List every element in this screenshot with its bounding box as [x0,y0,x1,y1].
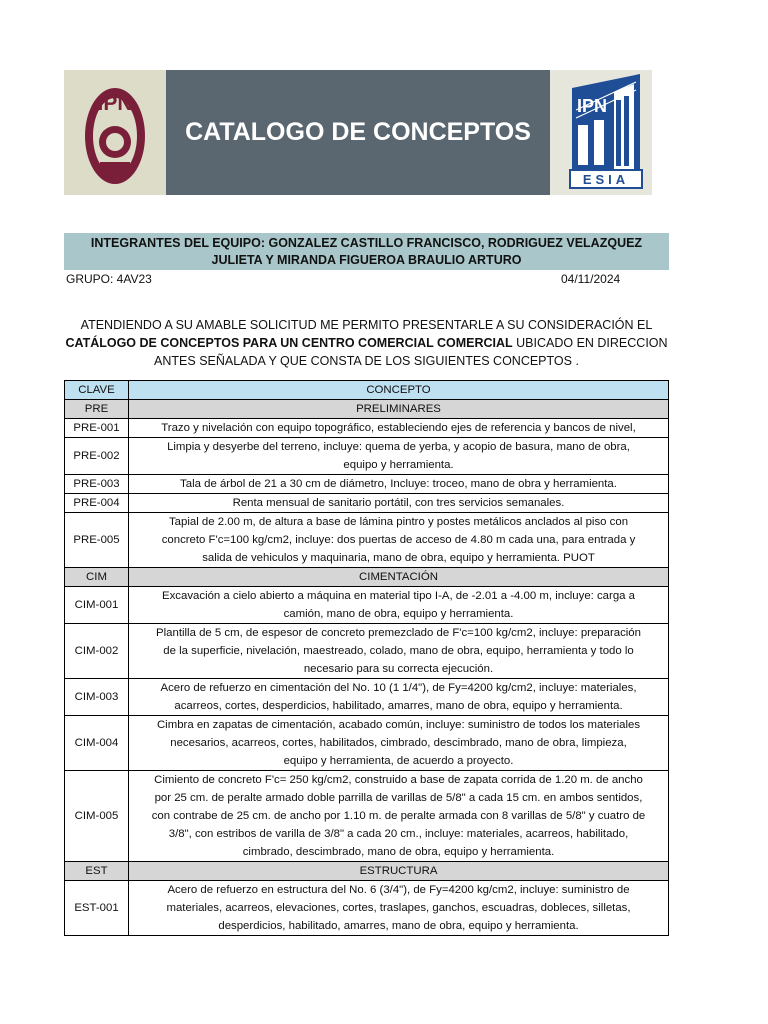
concepto-line: equipo y herramienta, de acuerdo a proyecto. [283,755,514,767]
section-name: ESTRUCTURA [129,862,669,881]
section-code: EST [65,862,129,881]
table-row [65,513,669,568]
item-concepto [129,494,669,513]
team-members: INTEGRANTES DEL EQUIPO: GONZALEZ CASTILLO FRANCISCO, RODRIGUEZ VELAZQUEZ JULIETA Y MIRANDA FIGUEROA BRAULIO ARTURO [64,233,669,270]
item-concepto [129,475,669,494]
concepto-line: concreto F'c=100 kg/cm2, incluye: dos puertas de acceso de 4.80 m cada una, para entrada y [161,534,636,546]
item-concepto [129,716,669,771]
ipn-logo-left [64,70,166,195]
intro-line-3: ANTES SEÑALADA Y QUE CONSTA DE LOS SIGUIENTES CONCEPTOS . [154,354,579,368]
table-row [65,475,669,494]
concepto-line: Trazo y nivelación con equipo topográfico, estableciendo ejes de referencia y bancos de nivel, [161,422,636,434]
concepto-line: de la superficie, nivelación, maestreado, colado, mano de obra, equipo, herramienta y todo lo [163,645,634,657]
item-clave: PRE-002 [65,438,129,475]
concepto-line: materiales, acarreos, elevaciones, cortes, traslapes, ganchos, escuadras, dobleces, silletas, [166,902,631,914]
concepts-table [64,380,669,936]
header-concepto: CONCEPTO [129,381,669,400]
item-clave: PRE-005 [65,513,129,568]
item-concepto [129,679,669,716]
table-row [65,494,669,513]
table-row [65,438,669,475]
title-box [166,70,550,195]
concepto-line: necesarios, acarreos, cortes, habilitados, cimbrado, descimbrado, mano de obra, limpieza, [170,737,627,749]
table-row [65,679,669,716]
section-row [65,400,669,419]
concepto-line: Limpia y desyerbe del terreno, incluye: quema de yerba, y acopio de basura, mano de obra, [167,441,630,453]
header-banner [64,70,652,195]
section-row [65,862,669,881]
section-name: PRELIMINARES [129,400,669,419]
concepto-line: Tala de árbol de 21 a 30 cm de diámetro, Incluye: troceo, mano de obra y herramienta. [180,478,617,490]
concepto-line: Acero de refuerzo en estructura del No. 6 (3/4"), de Fy=4200 kg/cm2, incluye: suministro de [167,884,630,896]
date-label: 04/11/2024 [561,272,621,286]
item-clave: CIM-001 [65,587,129,624]
item-clave: CIM-003 [65,679,129,716]
table-row [65,419,669,438]
table-row [65,881,669,936]
concepto-line: Cimbra en zapatas de cimentación, acabado común, incluye: suministro de todos los materiales [156,719,641,731]
svg-text:IPN: IPN [576,96,608,116]
item-concepto [129,881,669,936]
table-row [65,624,669,679]
concepto-line: Renta mensual de sanitario portátil, con tres servicios semanales. [232,497,565,509]
concepto-line: cimbrado, descimbrado, mano de obra, equipo y herramienta. [242,846,555,858]
section-row [65,568,669,587]
table-row [65,771,669,862]
group-label: GRUPO: 4AV23 [66,272,152,286]
table-row [65,716,669,771]
item-clave: PRE-001 [65,419,129,438]
concepto-line: Plantilla de 5 cm, de espesor de concreto premezclado de F'c=100 kg/cm2, incluye: preparación [156,627,641,639]
page-title: CATALOGO DE CONCEPTOS [185,118,531,146]
concepto-line: necesario para su correcta ejecución. [303,663,494,675]
table-row [65,587,669,624]
item-concepto [129,771,669,862]
item-concepto [129,438,669,475]
intro-bold-text: CATÁLOGO DE CONCEPTOS PARA UN CENTRO COMERCIAL COMERCIAL [65,336,513,350]
svg-text:ESIA: ESIA [582,172,630,187]
concepto-line: Tapial de 2.00 m, de altura a base de lámina pintro y postes metálicos anclados al piso con [168,516,629,528]
concepto-line: con contrabe de 25 cm. de ancho por 1.10 m. de peralte armada con 8 varillas de 5/8" y cuatro de [151,810,646,822]
section-code: PRE [65,400,129,419]
item-clave: EST-001 [65,881,129,936]
concepto-line: por 25 cm. de peralte armado doble parrilla de varillas de 5/8" a cada 15 cm. en ambos sentidos, [154,792,643,804]
table-header-row [65,381,669,400]
item-clave: PRE-004 [65,494,129,513]
concepto-line: salida de vehiculos y maquinaria, mano de obra, equipo y herramienta. PUOT [202,552,595,564]
concepto-line: Acero de refuerzo en cimentación del No. 10 (1 1/4"), de Fy=4200 kg/cm2, incluye: materiales, [160,682,637,694]
concepto-line: acarreos, cortes, desperdicios, habilitado, amarres, mano de obra, equipo y herramienta. [174,700,623,712]
svg-text:IPN: IPN [97,92,133,115]
concepto-line: equipo y herramienta. [343,459,454,471]
item-concepto [129,587,669,624]
item-clave: CIM-004 [65,716,129,771]
item-clave: CIM-002 [65,624,129,679]
intro-line-2: UBICADO EN DIRECCION [512,336,668,350]
concepto-line: desperdicios, habilitado, amarres, mano de obra, equipo y herramienta. [218,920,579,932]
concepto-line: camión, mano de obra, equipo y herramienta. [283,608,514,620]
esia-logo-right [550,70,652,195]
concepto-line: Cimiento de concreto F'c= 250 kg/cm2, construido a base de zapata corrida de 1.20 m. de ancho [154,774,643,786]
concepto-line: 3/8", con estribos de varilla de 3/8" a cada 20 cm., incluye: materiales, acarreos, habilitado, [168,828,629,840]
item-clave: CIM-005 [65,771,129,862]
concepto-line: Excavación a cielo abierto a máquina en material tipo I-A, de -2.01 a -4.00 m, incluye: carga a [162,590,635,602]
intro-paragraph [64,316,669,370]
item-concepto [129,419,669,438]
item-concepto [129,513,669,568]
section-name: CIMENTACIÓN [129,568,669,587]
intro-line-1: ATENDIENDO A SU AMABLE SOLICITUD ME PERMITO PRESENTARLE A SU CONSIDERACIÓN EL [80,318,653,332]
section-code: CIM [65,568,129,587]
item-concepto [129,624,669,679]
header-clave: CLAVE [65,381,129,400]
item-clave: PRE-003 [65,475,129,494]
